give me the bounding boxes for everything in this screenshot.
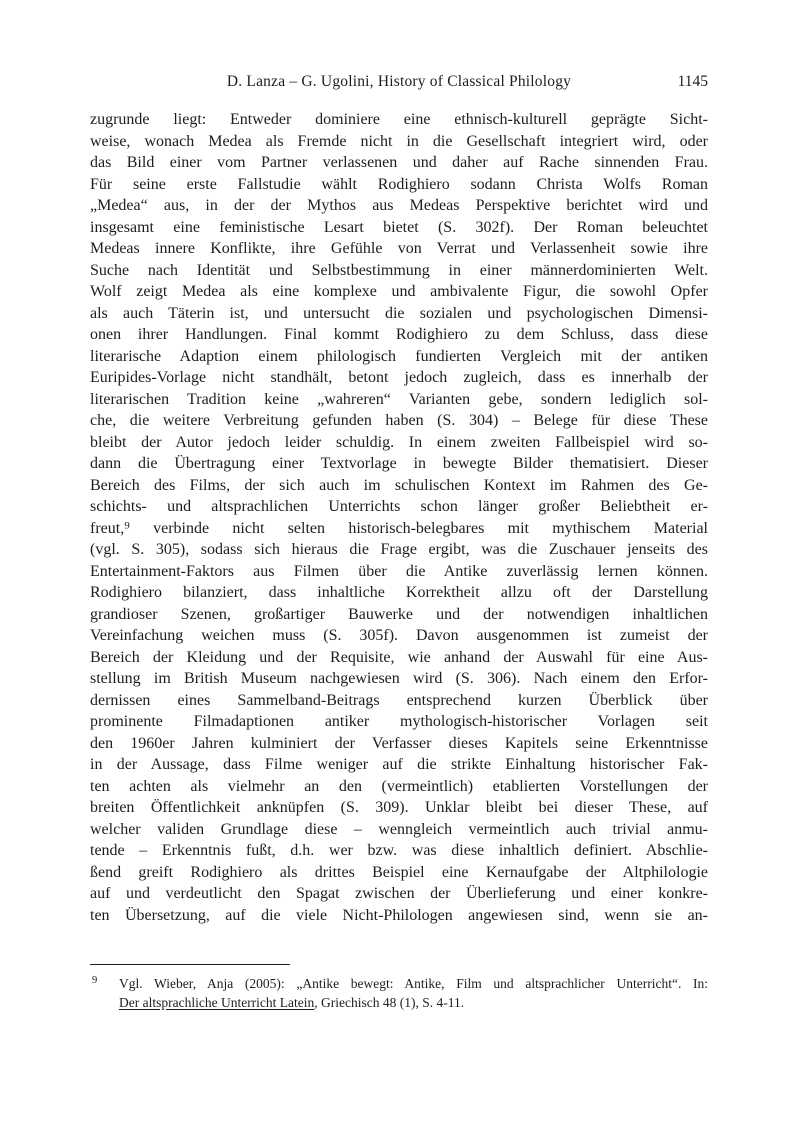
text-line: Medeas innere Konflikte, ihre Gefühle von Verrat und Verlassenheit sowie ihre (90, 240, 708, 257)
footnote-marker: 9 (92, 975, 98, 986)
text-line: ten achten als vielmehr an den (vermeintlich) etablierten Vorstellungen der (90, 777, 708, 795)
text-line: den 1960er Jahren kulminiert der Verfasser dieses Kapitels seine Erkenntnisse (90, 734, 708, 752)
text-line: Rodighiero bilanziert, dass inhaltliche Korrektheit allzu oft der Darstellung (90, 584, 708, 601)
footnote-text (119, 974, 708, 1012)
footnote-line-2 (119, 993, 708, 1012)
text-line: schichts- und altsprachlichen Unterrichts schon länger großer Beliebtheit er- (90, 498, 708, 515)
text-line: onen ihrer Handlungen. Final kommt Rodighiero zu dem Schluss, dass diese (90, 326, 708, 343)
text-line: Bereich der Kleidung und der Requisite, wie anhand der Auswahl für eine Aus- (90, 648, 708, 666)
text-line: Suche nach Identität und Selbstbestimmung in einer männerdominierten Welt. (90, 261, 708, 279)
body-text-block (90, 109, 708, 926)
text-line: welcher validen Grundlage diese – wenngleich vermeintlich auch trivial anmu- (90, 820, 708, 838)
text-line: zugrunde liegt: Entweder dominiere eine ethnisch-kulturell geprägte Sicht- (90, 111, 708, 128)
text-line: als auch Täterin ist, und untersucht die sozialen und psychologischen Dimensi- (90, 304, 708, 322)
footnote-rule (90, 964, 290, 965)
running-header (90, 72, 708, 94)
text-line: Bereich des Films, der sich auch im schulischen Kontext im Rahmen des Ge- (90, 476, 708, 494)
text-line: Entertainment-Faktors aus Filmen über die Antike zuverlässig lernen können. (90, 562, 708, 580)
text-line: Euripides-Vorlage nicht standhält, betont jedoch zugleich, dass es innerhalb der (90, 369, 708, 386)
text-line: das Bild einer vom Partner verlassenen und daher auf Rache sinnenden Frau. (90, 154, 708, 171)
page-number: 1145 (677, 73, 708, 90)
text-line: freut,⁹ verbinde nicht selten historisch-belegbares mit mythischem Material (90, 519, 708, 537)
text-line: auf und verdeutlicht den Spagat zwischen der Überlieferung und einer konkre- (90, 885, 708, 902)
text-line: ßend greift Rodighiero als drittes Beispiel eine Kernaufgabe der Altphilologie (90, 863, 708, 881)
text-line: prominente Filmadaptionen antiker mythologisch-historischer Vorlagen seit (90, 713, 708, 730)
footnote-line-1: Vgl. Wieber, Anja (2005): „Antike bewegt: Antike, Film und altsprachlicher Unterricht“. In: (119, 976, 708, 991)
running-header-title: D. Lanza – G. Ugolini, History of Classical Philology (226, 73, 572, 90)
text-line: (vgl. S. 305), sodass sich hieraus die Frage ergibt, was die Zuschauer jenseits des (90, 541, 708, 558)
text-line: literarischen Tradition keine „wahreren“ Varianten gebe, sondern lediglich sol- (90, 390, 708, 408)
footnote-journal-title: Der altsprachliche Unterricht Latein (119, 995, 315, 1010)
text-line: insgesamt eine feministische Lesart bietet (S. 302f). Der Roman beleuchtet (90, 218, 708, 236)
footnote-area (90, 964, 708, 1012)
text-line: Vereinfachung weichen muss (S. 305f). Davon ausgenommen ist zumeist der (90, 627, 708, 644)
text-line: dernissen eines Sammelband-Beitrags entsprechend kurzen Überblick über (90, 691, 708, 709)
text-line: stellung im British Museum nachgewiesen wird (S. 306). Nach einem den Erfor- (90, 670, 708, 687)
text-line: bleibt der Autor jedoch leider schuldig. In einem zweiten Fallbeispiel wird so- (90, 433, 708, 451)
footnote (90, 974, 708, 1012)
text-line: dann die Übertragung einer Textvorlage in bewegte Bilder thematisiert. Dieser (90, 455, 708, 472)
text-line: „Medea“ aus, in der der Mythos aus Medeas Perspektive berichtet wird und (90, 197, 708, 214)
footnote-line-2-rest: , Griechisch 48 (1), S. 4-11. (314, 995, 465, 1010)
text-line: grandioser Szenen, großartiger Bauwerke und der notwendigen inhaltlichen (90, 605, 708, 623)
text-line: literarische Adaption einem philologisch fundierten Vergleich mit der antiken (90, 347, 708, 365)
text-line: ten Übersetzung, auf die viele Nicht-Philologen angewiesen sind, wenn sie an- (90, 906, 708, 924)
text-line: breiten Öffentlichkeit anknüpfen (S. 309). Unklar bleibt bei dieser These, auf (90, 799, 708, 816)
text-line: che, die weitere Verbreitung gefunden haben (S. 304) – Belege für diese These (90, 412, 708, 429)
text-line: weise, wonach Medea als Fremde nicht in die Gesellschaft integriert wird, oder (90, 132, 708, 150)
text-line: in der Aussage, dass Filme weniger auf die strikte Einhaltung historischer Fak- (90, 756, 708, 773)
text-line: Wolf zeigt Medea als eine komplexe und ambivalente Figur, die sowohl Opfer (90, 283, 708, 300)
text-line: tende – Erkenntnis fußt, d.h. wer bzw. was diese inhaltlich definiert. Abschlie- (90, 842, 708, 859)
text-line: Für seine erste Fallstudie wählt Rodighiero sodann Christa Wolfs Roman (90, 175, 708, 193)
